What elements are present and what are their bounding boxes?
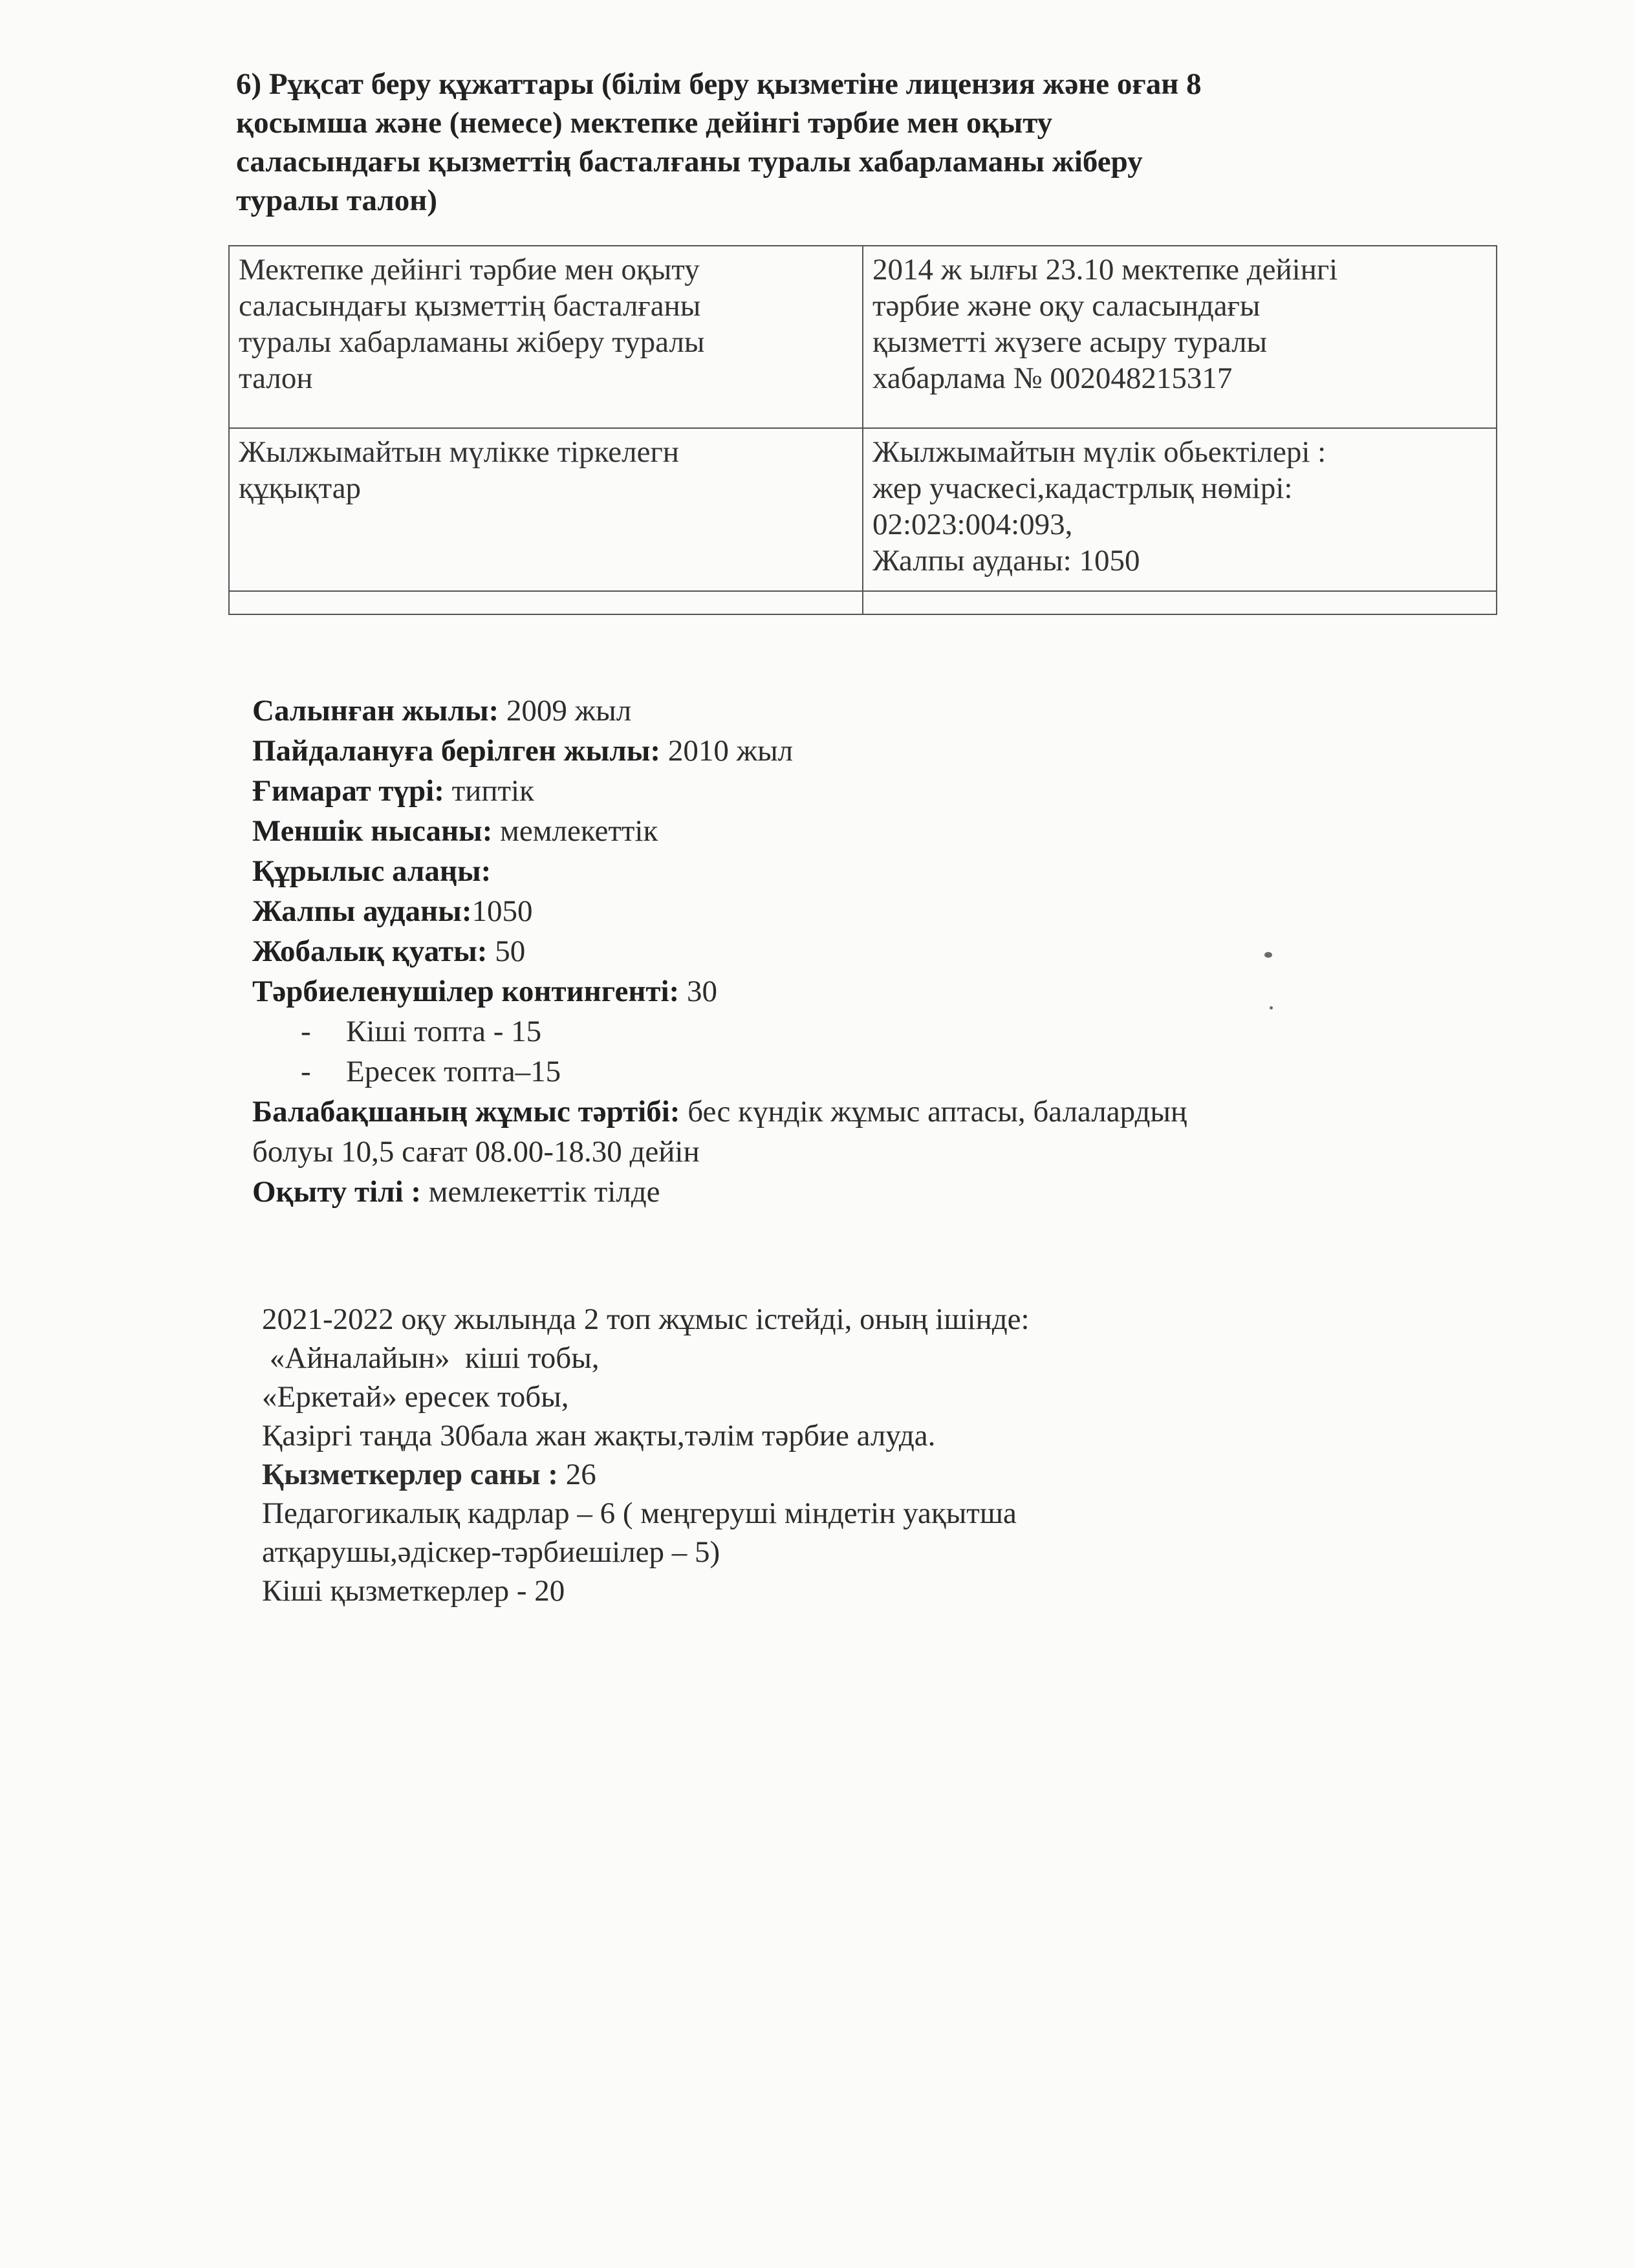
field-value: 2009 жыл [499,694,632,728]
cell-text: саласындағы қызметтің басталғаны [239,289,701,323]
total-area-line [252,891,1481,931]
cell-text: құқықтар [239,471,362,505]
cell-text: хабарлама № 002048215317 [872,362,1233,395]
field-value: типтік [444,774,534,808]
field-value: 2010 жыл [660,734,794,768]
field-value: 50 [487,934,526,968]
table-row [229,591,1497,614]
table-cell-property-value [863,428,1497,591]
heading-line: туралы талон) [236,184,438,217]
construction-area-line [252,851,1481,891]
built-year-line [252,691,1481,731]
cell-text: Жалпы ауданы: 1050 [872,544,1140,578]
dash-bullet: - [301,1055,311,1088]
contingent-line [252,971,1481,1011]
field-value: 30 [679,975,717,1008]
field-label: Қызметкерлер саны : [262,1458,558,1491]
field-label: Меншік нысаны: [252,814,493,848]
cell-text: Жылжымайтын мүлік обьектілері : [872,435,1326,469]
field-label: Балабақшаның жұмыс тәртібі: [252,1095,680,1129]
field-label: Пайдалануға берілген жылы: [252,734,661,768]
field-label: Салынған жылы: [252,694,499,728]
capacity-line [252,931,1481,971]
kindergarten-info [252,691,1481,1212]
cell-text: 2014 ж ылғы 23.10 мектепке дейінгі [872,253,1338,286]
scan-speck [1264,952,1272,958]
cell-text: туралы хабарламаны жіберу туралы [239,325,705,359]
section-heading [236,65,1491,220]
table-cell-empty [863,591,1497,614]
cell-text: тәрбие және оқу саласындағы [872,289,1261,323]
schedule-line-2: болуы 10,5 сағат 08.00-18.30 дейін [252,1135,700,1169]
cell-text: Жылжымайтын мүлікке тіркелегн [239,435,679,469]
junior-staff: Кіші қызметкерлер - 20 [262,1574,565,1608]
table-cell-empty [229,591,863,614]
heading-line: саласындағы қызметтің басталғаны туралы хабарламаны жіберу [236,145,1143,178]
field-value: 1050 [471,894,533,928]
field-label: Оқыту тілі : [252,1175,422,1209]
pedagogical-staff: Педагогикалық кадрлар – 6 ( меңгеруші міндетін уақытша [262,1496,1017,1530]
list-item [252,1011,1481,1052]
permits-table [228,245,1497,615]
dash-bullet: - [301,1015,311,1048]
language-line [252,1172,1481,1212]
cell-text: 02:023:004:093, [872,508,1073,541]
staff-line [262,1455,1491,1494]
field-value: мемлекеттік [492,814,658,848]
ownership-line [252,811,1481,851]
scan-speck [1270,1006,1273,1010]
table-cell-notification-label [229,246,863,428]
cell-text: талон [239,362,313,395]
children-count: Қазіргі таңда 30бала жан жақты,тәлім тәрбие алуда. [262,1419,936,1453]
table-cell-notification-value [863,246,1497,428]
field-label: Жобалық қуаты: [252,934,488,968]
field-value: мемлекеттік тілде [421,1175,660,1209]
group-name: «Еркетай» ересек тобы, [262,1380,569,1414]
table-row [229,428,1497,591]
group-text: Кіші топта - 15 [346,1015,542,1048]
commissioned-line [252,731,1481,771]
pedagogical-staff-2: атқарушы,әдіскер-тәрбиешілер – 5) [262,1535,720,1569]
table-cell-property-label [229,428,863,591]
groups-and-staff [262,1300,1491,1610]
table-row [229,246,1497,428]
building-type-line [252,771,1481,811]
list-item [252,1052,1481,1092]
cell-text: Мектепке дейінгі тәрбие мен оқыту [239,253,700,286]
group-name: «Айналайын» кіші тобы, [262,1341,600,1375]
field-value: 26 [558,1458,596,1491]
heading-line: 6) Рұқсат беру құжаттары (білім беру қызметіне лицензия және оған 8 [236,67,1202,101]
field-value: бес күндік жұмыс аптасы, балалардың [680,1095,1187,1129]
field-label: Жалпы ауданы: [252,894,472,928]
field-label: Тәрбиеленушілер контингенті: [252,975,680,1008]
schedule-line [252,1092,1481,1132]
cell-text: жер учаскесі,кадастрлық нөмірі: [872,471,1293,505]
groups-summary: 2021-2022 оқу жылында 2 топ жұмыс істейді, оның ішінде: [262,1302,1030,1336]
cell-text: қызметті жүзеге асыру туралы [872,325,1268,359]
field-label: Ғимарат түрі: [252,774,444,808]
group-text: Ересек топта–15 [346,1055,561,1088]
heading-line: қосымша және (немесе) мектепке дейінгі тәрбие мен оқыту [236,106,1053,140]
field-label: Құрылыс алаңы: [252,854,492,888]
